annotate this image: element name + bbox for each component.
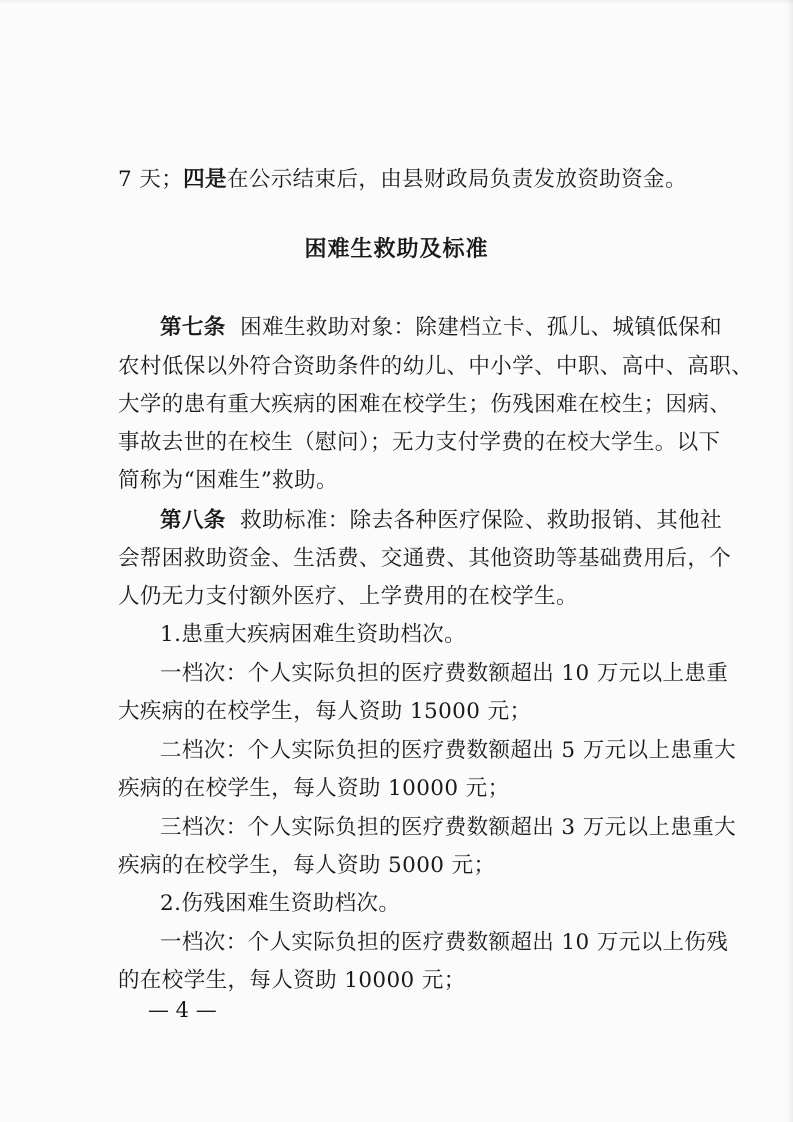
tier-2-line-2: 疾病的在校学生，每人资助 10000 元； [118,776,510,801]
tier-1-line-2: 大疾病的在校学生，每人资助 15000 元； [118,699,532,724]
article-7-line-1 [160,313,722,343]
tier-2-line-1: 二档次：个人实际负担的医疗费数额超出 5 万元以上患重大 [160,738,737,763]
scan-top-shadow [0,0,793,4]
tier-3-line-2: 疾病的在校学生，每人资助 5000 元； [118,853,496,878]
article-8-line-1 [160,506,722,536]
subsection-2-title: 2.伤残困难生资助档次。 [160,891,401,916]
section-heading: 困难生救助及标准 [304,237,489,262]
article-8-line-2: 会帮困救助资金、生活费、交通费、其他资助等基础费用后，个 [118,546,732,571]
disability-tier-1-line-2: 的在校学生，每人资助 10000 元； [118,968,466,993]
subsection-1-title: 1.患重大疾病困难生资助档次。 [160,622,467,647]
article-7-line-3: 大学的患有重大疾病的困难在校学生；伤残困难在校生；因病、 [118,392,732,417]
bold-ordinal: 四是 [183,167,227,192]
article-8-label: 第八条 [160,508,226,533]
article-7-line-2: 农村低保以外符合资助条件的幼儿、中小学、中职、高中、高职、 [118,354,754,379]
line-part: 7 天； [118,167,184,192]
page-number: — 4 — [148,998,217,1022]
article-8-text: 救助标准：除去各种医疗保险、救助报销、其他社 [240,508,722,533]
article-7-line-5: 简称为“困难生”救助。 [118,468,338,493]
scan-edge-shadow [787,0,793,1122]
article-8-line-3: 人仍无力支付额外医疗、上学费用的在校学生。 [118,584,578,609]
text-line-continuation [118,165,688,195]
disability-tier-1-line-1: 一档次：个人实际负担的医疗费数额超出 10 万元以上伤残 [160,930,729,955]
tier-3-line-1: 三档次：个人实际负担的医疗费数额超出 3 万元以上患重大 [160,815,737,840]
article-7-line-4: 事故去世的在校生（慰问）；无力支付学费的在校大学生。以下 [118,430,721,455]
tier-1-line-1: 一档次：个人实际负担的医疗费数额超出 10 万元以上患重 [160,661,729,686]
line-part: 在公示结束后，由县财政局负责发放资助资金。 [226,167,687,192]
article-7-label: 第七条 [160,315,226,340]
article-7-text: 困难生救助对象：除建档立卡、孤儿、城镇低保和 [240,315,722,340]
